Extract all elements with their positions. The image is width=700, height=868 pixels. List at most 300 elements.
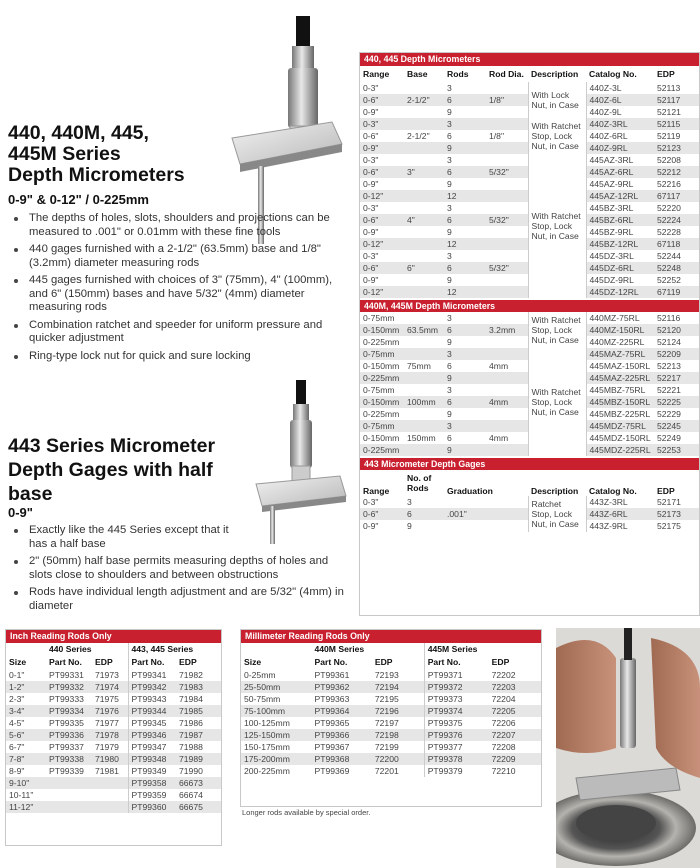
table-cell: 71987 <box>176 729 221 741</box>
table-cell: 3 <box>447 313 452 323</box>
table-cell: 3 <box>447 251 452 261</box>
inch-rods-grid <box>6 643 221 813</box>
table-cell: PT99343 <box>128 693 176 705</box>
table-cell <box>92 777 128 789</box>
table-cell: 445MBZ-225RL <box>586 408 654 420</box>
table-cell: 445BZ-12RL <box>586 238 654 250</box>
table-cell: PT99341 <box>128 669 176 681</box>
col-header: Part No. <box>128 655 176 669</box>
col-header: Catalog No. <box>589 69 637 79</box>
table-cell <box>46 801 92 813</box>
table-cell: PT99331 <box>49 670 84 680</box>
table-row <box>360 496 699 508</box>
table-cell: 52244 <box>657 251 681 261</box>
table-cell <box>486 118 528 130</box>
table-cell: PT99363 <box>314 694 350 704</box>
table-cell: PT99371 <box>424 669 488 681</box>
col-header: Catalog No. <box>589 486 637 496</box>
table-cell: 445AZ-9RL <box>586 178 654 190</box>
table-cell <box>486 106 528 118</box>
table-cell: 66675 <box>176 801 221 813</box>
bullet: Ring-type lock nut for quick and sure locking <box>8 350 348 364</box>
table-cell: 2-3" <box>9 694 25 704</box>
table-cell: 52117 <box>654 94 699 106</box>
table-cell: 71983 <box>176 681 221 693</box>
table-cell: 0-3" <box>363 251 379 261</box>
spec-table-440-445 <box>360 66 699 298</box>
table-cell: 0-9" <box>363 179 379 189</box>
table-cell: 6 <box>444 94 486 106</box>
table-cell: 5/32" <box>486 262 528 274</box>
table-row <box>6 753 221 765</box>
table-cell: PT99338 <box>46 753 92 765</box>
col-header: EDP <box>179 657 197 667</box>
table-cell: 66674 <box>179 790 203 800</box>
table-cell: 72202 <box>491 670 516 680</box>
table-cell: 6 <box>444 262 486 274</box>
col-header: Description <box>531 486 579 496</box>
table-cell: 71990 <box>179 766 203 776</box>
table-cell: 445AZ-12RL <box>586 190 654 202</box>
group-header: 445M Series <box>424 643 541 655</box>
table-cell: 9 <box>447 227 452 237</box>
table-cell: 71988 <box>179 742 203 752</box>
table-cell: 6 <box>447 433 452 443</box>
table-cell: 12 <box>444 286 486 298</box>
table-cell: 445MDZ-75RL <box>586 420 654 432</box>
table-cell: 5/32" <box>486 166 528 178</box>
table-cell: 52171 <box>657 497 681 507</box>
table-cell: PT99378 <box>424 753 488 765</box>
table-cell: 200-225mm <box>244 766 290 776</box>
table-row <box>6 789 221 801</box>
table-cell: 6-7" <box>9 742 25 752</box>
table-cell: 0-225mm <box>363 409 400 419</box>
table-cell: PT99345 <box>128 717 176 729</box>
table-cell: 67119 <box>654 286 699 298</box>
table-cell: 0-9" <box>363 275 379 285</box>
group-header: 440M Series <box>314 644 365 654</box>
table-cell <box>404 202 444 214</box>
table-cell: 443Z-3RL <box>586 496 654 508</box>
table-cell <box>486 286 528 298</box>
table-cell: 0-9" <box>363 107 379 117</box>
table-row <box>360 118 699 130</box>
table-cell <box>46 777 92 789</box>
table-cell <box>404 348 444 360</box>
col-header: EDP <box>657 486 675 496</box>
table-cell: PT99348 <box>128 753 176 765</box>
table-cell: PT99339 <box>49 766 84 776</box>
table-cell: 6 <box>447 131 452 141</box>
table-cell: 9 <box>447 107 452 117</box>
table-cell: 9 <box>447 275 452 285</box>
table-cell: 3 <box>444 420 486 432</box>
table-cell: 0-12" <box>360 238 404 250</box>
table-cell: 0-3" <box>363 203 379 213</box>
table-cell: 72207 <box>489 729 541 741</box>
table-cell: 52116 <box>657 313 681 323</box>
section-bar-440m-445m: 440M, 445M Depth Micrometers <box>360 300 699 312</box>
mm-rods-table <box>240 629 542 807</box>
table-cell: 9 <box>444 444 486 456</box>
table-cell <box>486 336 528 348</box>
col-header: Size <box>9 657 27 667</box>
table-cell: 0-225mm <box>360 444 404 456</box>
table-cell: 440MZ-150RL <box>586 324 654 336</box>
table-cell: 3 <box>407 497 412 507</box>
table-cell: 0-1" <box>9 670 25 680</box>
col-header: No. of Rods <box>407 473 432 493</box>
table-cell: 52119 <box>657 131 681 141</box>
table-cell <box>404 336 444 348</box>
table-cell: 71985 <box>176 705 221 717</box>
table-cell: 71973 <box>95 670 119 680</box>
col-header: EDP <box>491 657 510 667</box>
table-cell: 150mm <box>407 433 436 443</box>
table-cell <box>486 238 528 250</box>
table-cell: 0-6" <box>360 166 404 178</box>
table-cell: 5/32" <box>486 214 528 226</box>
table-cell: 10-11" <box>9 790 34 800</box>
table-cell: 445AZ-3RL <box>586 154 654 166</box>
table-cell <box>486 190 528 202</box>
table-cell: 72198 <box>372 729 424 741</box>
table-cell <box>486 420 528 432</box>
table-cell: 445MAZ-75RL <box>586 348 654 360</box>
table-row <box>6 765 221 777</box>
table-cell: PT99374 <box>424 705 488 717</box>
table-cell: 0-150mm <box>363 433 400 443</box>
table-cell: 0-9" <box>363 521 379 531</box>
table-cell: 71981 <box>95 766 119 776</box>
table-cell: 12 <box>444 190 486 202</box>
table-cell: 12 <box>444 238 486 250</box>
table-cell: PT99335 <box>49 718 84 728</box>
table-cell: PT99366 <box>311 729 371 741</box>
table-cell: 5-6" <box>6 729 46 741</box>
table-cell: 9 <box>447 409 452 419</box>
table-cell <box>404 384 444 396</box>
table-cell <box>404 408 444 420</box>
table-cell: 100mm <box>404 396 444 408</box>
col-header: Part No. <box>314 657 348 667</box>
table-cell: 71977 <box>95 718 119 728</box>
table-cell: 0-9" <box>363 227 379 237</box>
table-row <box>241 705 541 717</box>
col-header: Graduation <box>447 486 493 496</box>
table-cell: PT99337 <box>49 742 84 752</box>
table-cell: 52225 <box>654 396 699 408</box>
table-cell: PT99349 <box>128 765 176 777</box>
table-cell: PT99342 <box>128 681 176 693</box>
table-cell <box>404 286 444 298</box>
table-cell: 445MDZ-225RL <box>586 444 654 456</box>
table-cell: PT99347 <box>128 741 176 753</box>
table-cell: PT99375 <box>424 717 488 729</box>
bullet: 445 gages furnished with choices of 3" (75mm), 4" (100mm), and 6" (150mm) bases and have 5/32" (4mm) diameter measuring rods <box>8 274 348 315</box>
table-cell: 52173 <box>654 508 699 520</box>
table-cell: PT99372 <box>424 681 488 693</box>
series-440-title: 440, 440M, 445, 445M Series Depth Micrometers <box>8 122 185 186</box>
table-cell: 0-75mm <box>360 348 404 360</box>
table-row <box>241 681 541 693</box>
table-cell <box>486 372 528 384</box>
table-cell: 3.2mm <box>486 324 528 336</box>
series-443-subtitle: 0-9" <box>8 505 33 520</box>
table-cell: 0-3" <box>363 83 379 93</box>
col-header: EDP <box>374 657 393 667</box>
table-cell: 71986 <box>179 718 203 728</box>
table-cell: PT99333 <box>49 694 84 704</box>
table-cell: 52253 <box>654 444 699 456</box>
table-cell: 75mm <box>407 361 431 371</box>
table-cell <box>404 444 444 456</box>
bullet: 440 gages furnished with a 2-1/2" (63.5mm) base and 1/8" (3.2mm) diameter measuring rods <box>8 243 348 270</box>
table-cell: 67117 <box>654 190 699 202</box>
col-header: Part No. <box>424 655 488 669</box>
table-cell <box>486 348 528 360</box>
table-cell: 0-150mm <box>360 324 404 336</box>
table-cell <box>404 190 444 202</box>
table-row <box>360 348 699 360</box>
table-cell: 72201 <box>374 766 399 776</box>
table-cell: 445BZ-3RL <box>586 202 654 214</box>
table-cell: 440Z-6L <box>586 94 654 106</box>
table-cell: 440Z-9RL <box>586 142 654 154</box>
col-header: Description <box>531 69 579 79</box>
section-bar-443: 443 Micrometer Depth Gages <box>360 458 699 470</box>
table-cell: 6" <box>404 262 444 274</box>
bullet: The depths of holes, slots, shoulders and projections can be measured to .001" or 0.01mm with these fine tools <box>8 212 348 239</box>
table-cell: 9 <box>447 179 452 189</box>
table-cell: 52221 <box>657 385 681 395</box>
table-cell: PT99368 <box>311 753 371 765</box>
table-cell <box>404 420 444 432</box>
table-cell: 0-6" <box>360 262 404 274</box>
table-cell <box>486 250 528 262</box>
table-cell: 6 <box>444 324 486 336</box>
table-cell: 0-225mm <box>363 337 400 347</box>
table-cell: PT99336 <box>46 729 92 741</box>
table-cell: 445DZ-3RL <box>586 250 654 262</box>
table-cell: 67118 <box>654 238 699 250</box>
table-cell: 440Z-9L <box>586 106 654 118</box>
table-cell: PT99364 <box>311 705 371 717</box>
table-row <box>6 705 221 717</box>
table-cell <box>486 202 528 214</box>
table-cell: PT99346 <box>128 729 176 741</box>
inch-rods-table <box>5 629 222 846</box>
table-cell: 0-6" <box>363 131 379 141</box>
table-cell <box>404 238 444 250</box>
description-cell: With Lock Nut, in Case <box>528 82 586 118</box>
table-cell: 445MAZ-225RL <box>586 372 654 384</box>
table-cell: 71974 <box>92 681 128 693</box>
table-cell: 52245 <box>654 420 699 432</box>
table-cell: 72196 <box>372 705 424 717</box>
table-cell: 3 <box>447 155 452 165</box>
table-cell: 3" <box>404 166 444 178</box>
description-cell: Ratchet Stop, Lock Nut, in Case <box>528 496 586 532</box>
table-row <box>241 741 541 753</box>
table-cell <box>444 520 528 532</box>
table-cell: .001" <box>444 508 528 520</box>
table-cell: 0-3" <box>363 497 379 507</box>
table-cell: 52216 <box>657 179 681 189</box>
table-cell: 52252 <box>657 275 681 285</box>
table-cell: PT99367 <box>314 742 350 752</box>
col-header: Range <box>363 486 390 496</box>
table-cell: 52209 <box>654 348 699 360</box>
table-cell <box>444 496 528 508</box>
col-header: EDP <box>95 657 113 667</box>
table-cell: 72209 <box>489 753 541 765</box>
table-cell: 25-50mm <box>241 681 311 693</box>
table-cell: 9 <box>407 521 412 531</box>
table-cell: PT99373 <box>424 693 488 705</box>
table-cell: 443Z-9RL <box>586 520 654 532</box>
table-cell <box>404 154 444 166</box>
table-cell <box>404 226 444 238</box>
table-row <box>6 729 221 741</box>
series-440-bullets <box>8 212 348 367</box>
table-cell: 6 <box>444 214 486 226</box>
group-header: 440 Series <box>49 644 92 654</box>
table-row <box>360 312 699 324</box>
series-443-bullets <box>8 524 348 617</box>
table-cell <box>486 384 528 396</box>
table-cell: 440Z-6RL <box>586 130 654 142</box>
table-cell <box>486 178 528 190</box>
table-cell: 72208 <box>491 742 516 752</box>
table-cell: PT99344 <box>128 705 176 717</box>
mm-rods-bar: Millimeter Reading Rods Only <box>241 630 541 643</box>
table-cell: PT99332 <box>46 681 92 693</box>
table-cell <box>486 444 528 456</box>
col-header: Size <box>244 657 262 667</box>
table-cell: 0-12" <box>360 286 404 298</box>
table-cell: 52121 <box>657 107 681 117</box>
table-cell: 52249 <box>657 433 681 443</box>
description-cell: With Ratchet Stop, Lock Nut, in Case <box>528 348 586 456</box>
table-cell: 71984 <box>179 694 203 704</box>
table-cell: 71975 <box>95 694 119 704</box>
table-row <box>241 717 541 729</box>
table-cell: 7-8" <box>6 753 46 765</box>
table-cell: 4" <box>404 214 444 226</box>
col-header: EDP <box>657 69 675 79</box>
table-row <box>6 717 221 729</box>
table-cell: 3 <box>447 83 452 93</box>
table-cell: 1-2" <box>6 681 46 693</box>
table-cell: 440MZ-75RL <box>586 312 654 324</box>
table-cell: 52212 <box>654 166 699 178</box>
table-cell: 72193 <box>374 670 399 680</box>
table-row <box>6 681 221 693</box>
table-cell: 52217 <box>654 372 699 384</box>
table-cell <box>404 274 444 286</box>
table-cell: 175-200mm <box>241 753 311 765</box>
table-row <box>241 729 541 741</box>
table-cell <box>486 154 528 166</box>
table-row <box>6 777 221 789</box>
table-cell: 63.5mm <box>404 324 444 336</box>
table-cell: 9-10" <box>6 777 46 789</box>
col-header: Rods <box>447 69 469 79</box>
table-cell: 440Z-3RL <box>586 118 654 130</box>
table-cell: 3 <box>444 348 486 360</box>
table-cell: 445BZ-6RL <box>586 214 654 226</box>
table-cell <box>486 82 528 94</box>
table-cell <box>92 789 128 801</box>
table-cell: 445MBZ-150RL <box>586 396 654 408</box>
table-cell: PT99361 <box>314 670 350 680</box>
table-cell: 71979 <box>95 742 119 752</box>
table-row <box>6 669 221 681</box>
table-cell: 9 <box>444 372 486 384</box>
table-cell: 71989 <box>176 753 221 765</box>
table-cell: 3 <box>444 118 486 130</box>
table-cell: 440Z-3L <box>586 82 654 94</box>
table-row <box>360 82 699 94</box>
table-cell: 445DZ-9RL <box>586 274 654 286</box>
inch-rods-bar: Inch Reading Rods Only <box>6 630 221 643</box>
table-cell <box>486 312 528 324</box>
table-cell <box>486 274 528 286</box>
col-header: Range <box>363 69 390 79</box>
table-cell: 4-5" <box>9 718 25 728</box>
table-cell: 0-150mm <box>360 396 404 408</box>
table-cell: 9 <box>447 337 452 347</box>
table-cell: 0-75mm <box>360 420 404 432</box>
table-cell: 0-75mm <box>363 313 395 323</box>
table-cell: 1/8" <box>489 131 504 141</box>
table-cell: 3 <box>447 385 452 395</box>
col-header: Part No. <box>49 657 82 667</box>
section-bar-440-445: 440, 445 Depth Micrometers <box>360 53 699 66</box>
table-cell: 4mm <box>489 433 509 443</box>
description-cell: With Ratchet Stop, Lock Nut, in Case <box>528 118 586 154</box>
table-cell: 52208 <box>657 155 681 165</box>
spec-table <box>359 52 700 616</box>
table-cell: 3 <box>447 203 452 213</box>
table-cell: PT99359 <box>128 789 176 801</box>
table-cell: PT99360 <box>128 801 176 813</box>
table-cell: PT99379 <box>424 765 488 777</box>
table-row <box>241 693 541 705</box>
table-cell: 52224 <box>654 214 699 226</box>
table-cell: 52220 <box>657 203 681 213</box>
table-row <box>6 741 221 753</box>
table-cell: 445AZ-6RL <box>586 166 654 178</box>
table-cell: 71982 <box>179 670 203 680</box>
bullet: 2" (50mm) half base permits measuring depths of holes and slots close to shoulders and between obstructions <box>8 555 348 582</box>
table-cell: 0-12" <box>360 190 404 202</box>
table-cell: 9 <box>444 142 486 154</box>
table-cell <box>404 106 444 118</box>
bullet: Exactly like the 445 Series except that it has a half base <box>8 524 239 551</box>
table-cell <box>404 82 444 94</box>
table-cell: 52115 <box>654 118 699 130</box>
table-cell: 66673 <box>176 777 221 789</box>
bullet: Rods have individual length adjustment and are 5/32" (4mm) in diameter <box>8 586 348 613</box>
spec-table-440m-445m <box>360 312 699 456</box>
table-cell: PT99358 <box>128 777 176 789</box>
table-row <box>6 801 221 813</box>
table-cell: 72210 <box>491 766 516 776</box>
table-cell: 8-9" <box>9 766 25 776</box>
